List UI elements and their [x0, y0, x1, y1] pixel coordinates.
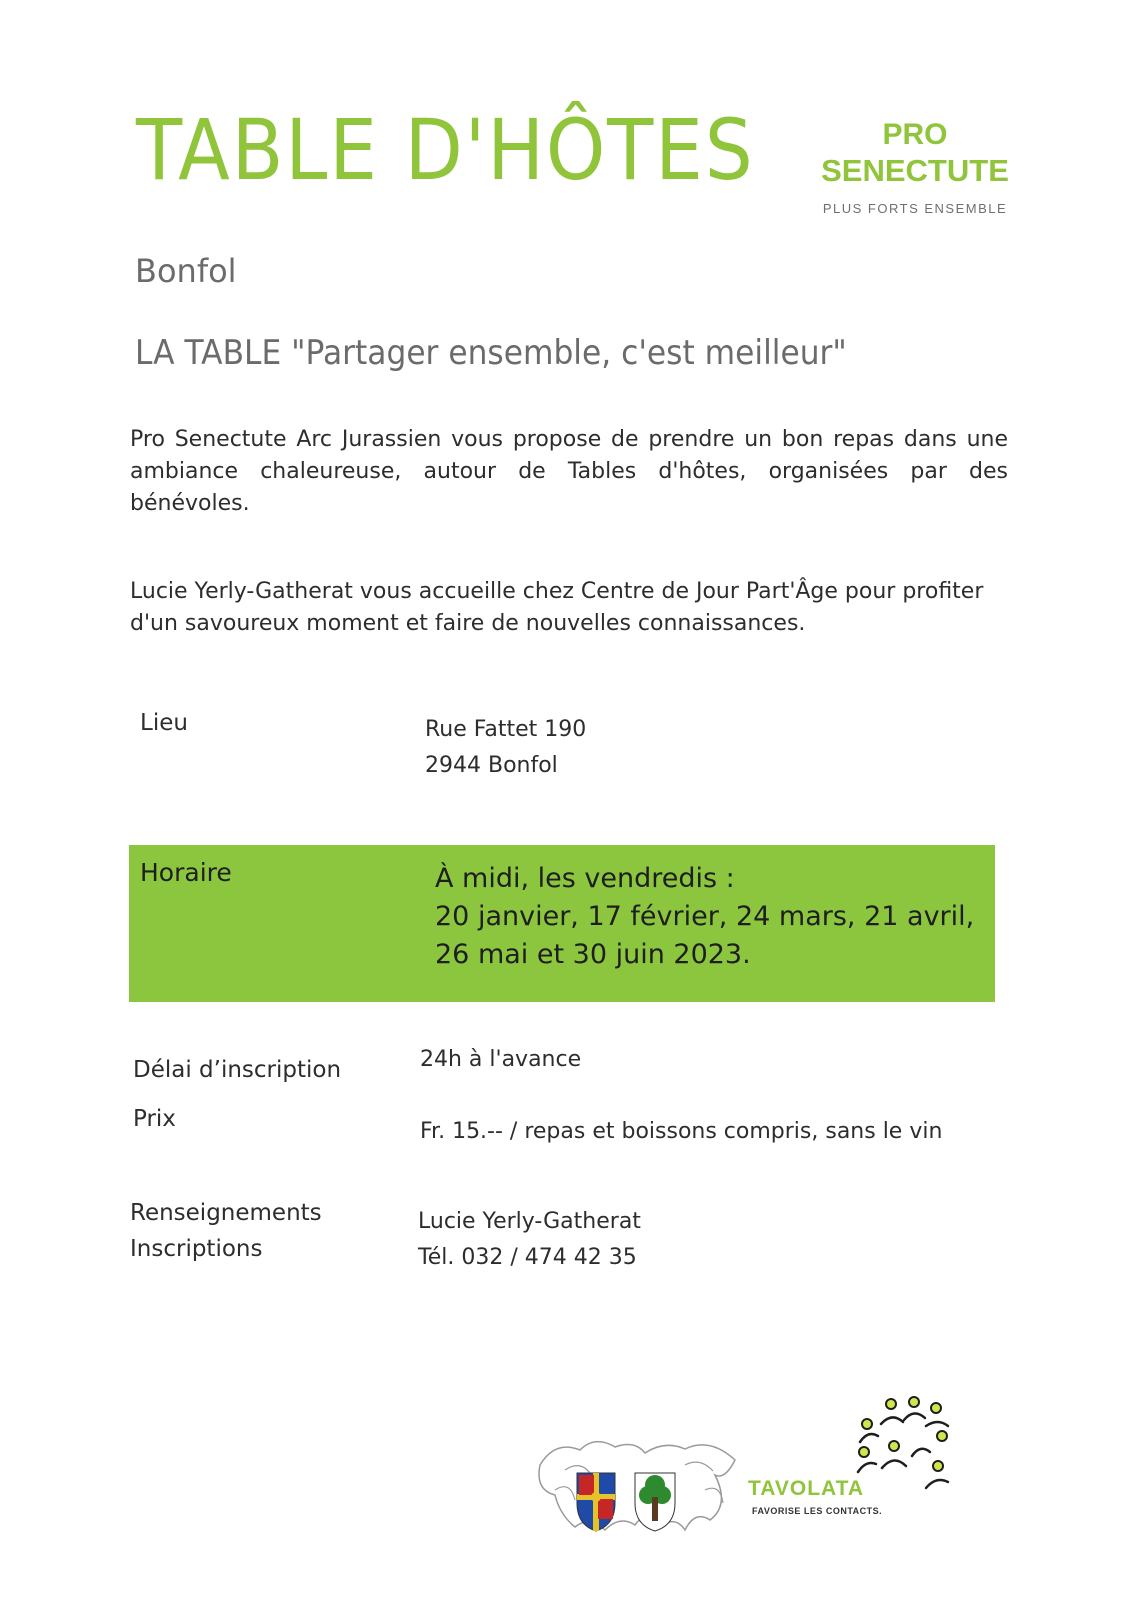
renseignements-label: Renseignements: [130, 1200, 322, 1226]
host-paragraph: Lucie Yerly-Gatherat vous accueille chez Centre de Jour Part'Âge pour profiter d'un savoureux moment et faire de nouvelles connaissances.: [130, 579, 984, 636]
horaire-value: [435, 860, 974, 974]
tavolata-people-icon: [856, 1396, 956, 1506]
shield-right-icon: [635, 1473, 675, 1531]
intro-paragraph: Pro Senectute Arc Jurassien vous propose de prendre un bon repas dans une ambiance chaleureuse, autour de Tables d'hôtes, organisées par des bénévoles.: [130, 427, 1008, 516]
lieu-street: Rue Fattet 190: [425, 717, 587, 742]
horaire-line2: 20 janvier, 17 février, 24 mars, 21 avril,: [435, 901, 975, 932]
subtitle-heading: LA TABLE "Partager ensemble, c'est meilleur": [135, 333, 847, 373]
tavolata-logo-name: TAVOLATA: [748, 1477, 865, 1500]
lieu-city: 2944 Bonfol: [425, 753, 558, 778]
pro-senectute-logo-line1: PRO: [882, 118, 948, 151]
pro-senectute-tagline: PLUS FORTS ENSEMBLE: [822, 201, 1008, 216]
coat-of-arms-icon: [535, 1435, 745, 1535]
location-heading: Bonfol: [135, 252, 237, 290]
inscriptions-label: Inscriptions: [130, 1236, 263, 1262]
prix-label: Prix: [133, 1106, 176, 1132]
pro-senectute-logo-line2: SENECTUTE: [821, 153, 1009, 188]
tavolata-tagline: FAVORISE LES CONTACTS.: [752, 1506, 883, 1516]
delai-value: 24h à l'avance: [420, 1047, 582, 1072]
page-title: TABLE D'HÔTES: [136, 101, 755, 199]
prix-value: Fr. 15.-- / repas et boissons compris, sans le vin: [420, 1119, 943, 1144]
horaire-line1: À midi, les vendredis :: [435, 863, 735, 894]
contact-name: Lucie Yerly-Gatherat: [418, 1209, 641, 1234]
horaire-label: Horaire: [140, 858, 232, 887]
contact-phone: Tél. 032 / 474 42 35: [418, 1245, 637, 1270]
delai-label: Délai d’inscription: [133, 1057, 342, 1083]
horaire-line3: 26 mai et 30 juin 2023.: [435, 939, 751, 970]
shield-left-icon: [577, 1473, 615, 1531]
lieu-label: Lieu: [140, 710, 188, 736]
